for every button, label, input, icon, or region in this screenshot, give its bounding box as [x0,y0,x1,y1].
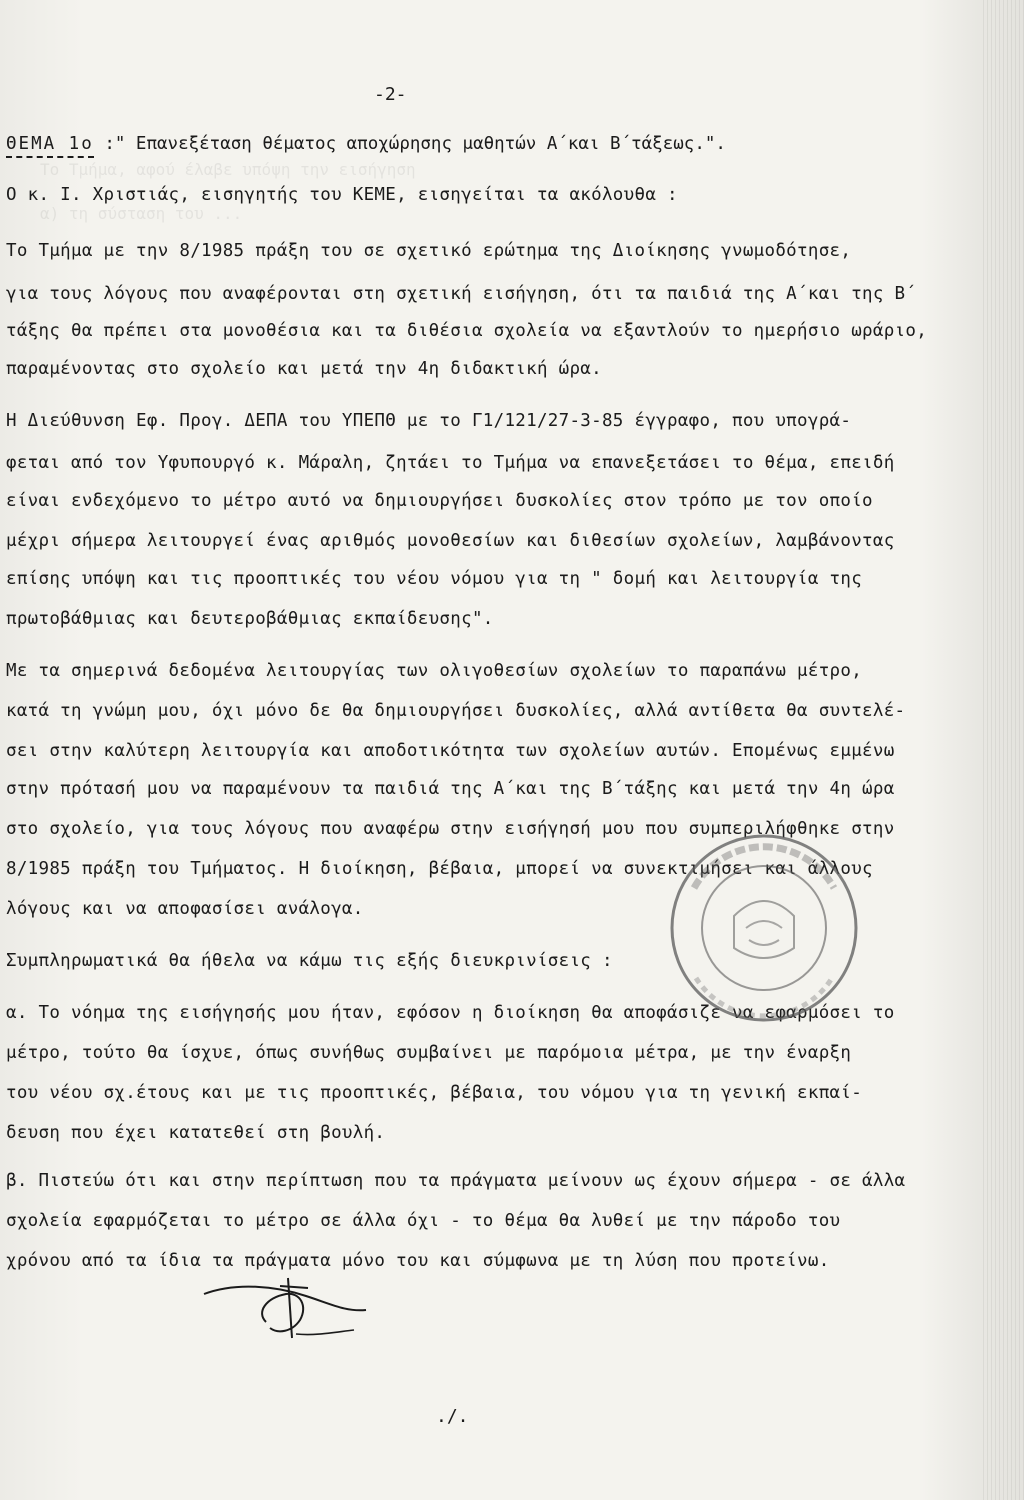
bleed-through-text-2: α) τη σύσταση του ... [40,204,243,223]
text-line: α. Το νόημα της εισήγησής μου ήταν, εφόσον η διοίκηση θα αποφάσιζε να εφαρμόσει το [6,1003,895,1023]
page-edge-stack [980,0,1024,1500]
text-line: τάξης θα πρέπει στα μονοθέσια και τα διθέσια σχολεία να εξαντλούν το ημερήσιο ωράριο, [6,321,928,341]
text-line: δευση που έχει κατατεθεί στη βουλή. [6,1123,386,1143]
text-line: Το Τμήμα με την 8/1985 πράξη του σε σχετικό ερώτημα της Διοίκησης γνωμοδότησε, [6,241,852,261]
text-line: Συμπληρωματικά θα ήθελα να κάμω τις εξής διευκρινίσεις : [6,951,613,971]
text-line: είναι ενδεχόμενο το μέτρο αυτό να δημιουργήσει δυσκολίες στον τρόπο με τον οποίο [6,491,873,511]
handwritten-signature [196,1272,376,1342]
text-line: Με τα σημερινά δεδομένα λειτουργίας των ολιγοθεσίων σχολείων το παραπάνω μέτρο, [6,661,863,681]
text-line: χρόνου από τα ίδια τα πράγματα μόνο του και σύμφωνα με τη λύση που προτείνω. [6,1251,830,1271]
text-line: σχολεία εφαρμόζεται το μέτρο σε άλλα όχι - το θέμα θα λυθεί με την πάροδο του [6,1211,841,1231]
text-line: μέτρο, τούτο θα ίσχυε, όπως συνήθως συμβαίνει με παρόμοια μέτρα, με την έναρξη [6,1043,852,1063]
text-line: παραμένοντας στο σχολείο και μετά την 4η διδακτική ώρα. [6,359,602,379]
text-line: του νέου σχ.έτους και με τις προοπτικές, βέβαια, του νόμου για τη γενική εκπαί- [6,1083,863,1103]
continuation-mark: ./. [436,1406,469,1427]
text-line: πρωτοβάθμιας και δευτεροβάθμιας εκπαίδευσης". [6,609,494,629]
bleed-through-text-1: Το Τμήμα, αφού έλαβε υπόψη την εισήγηση [40,160,416,179]
text-line: για τους λόγους που αναφέρονται στη σχετική εισήγηση, ότι τα παιδιά της Α΄και της Β΄ [6,284,917,304]
text-line: 8/1985 πράξη του Τμήματος. Η διοίκηση, βέβαια, μπορεί να συνεκτιμήσει και άλλους [6,859,873,879]
text-line: λόγους και να αποφασίσει ανάλογα. [6,899,364,919]
text-line: Ο κ. Ι. Χριστιάς, εισηγητής του ΚΕΜΕ, εισηγείται τα ακόλουθα : [6,185,678,205]
topic-title: :" Επανεξέταση θέματος αποχώρησης μαθητών Α΄και Β΄τάξεως.". [104,134,726,154]
topic-heading [6,134,726,158]
text-line: β. Πιστεύω ότι και στην περίπτωση που τα πράγματα μείνουν ως έχουν σήμερα - σε άλλα [6,1171,906,1191]
text-line: επίσης υπόψη και τις προοπτικές του νέου νόμου για τη " δομή και λειτουργία της [6,569,863,589]
text-line: στο σχολείο, για τους λόγους που αναφέρω στην εισήγησή μου που συμπεριλήφθηκε στην [6,819,895,839]
text-line: σει στην καλύτερη λειτουργία και αποδοτικότητα των σχολείων αυτών. Επομένως εμμένω [6,741,895,761]
topic-label: ΘΕΜΑ 1ο [6,134,94,158]
text-line: στην πρότασή μου να παραμένουν τα παιδιά της Α΄και της Β΄τάξης και μετά την 4η ώρα [6,779,895,799]
text-line: μέχρι σήμερα λειτουργεί ένας αριθμός μονοθεσίων και διθεσίων σχολείων, λαμβάνοντας [6,531,895,551]
text-line: κατά τη γνώμη μου, όχι μόνο δε θα δημιουργήσει δυσκολίες, αλλά αντίθετα θα συντελέ- [6,701,906,721]
text-line: φεται από τον Υφυπουργό κ. Μάραλη, ζητάει το Τμήμα να επανεξετάσει το θέμα, επειδή [6,453,895,473]
text-line: Η Διεύθυνση Εφ. Προγ. ΔΕΠΑ του ΥΠΕΠΘ με το Γ1/121/27-3-85 έγγραφο, που υπογρά- [6,411,852,431]
page-number: -2- [374,84,407,105]
official-stamp [664,828,864,1028]
